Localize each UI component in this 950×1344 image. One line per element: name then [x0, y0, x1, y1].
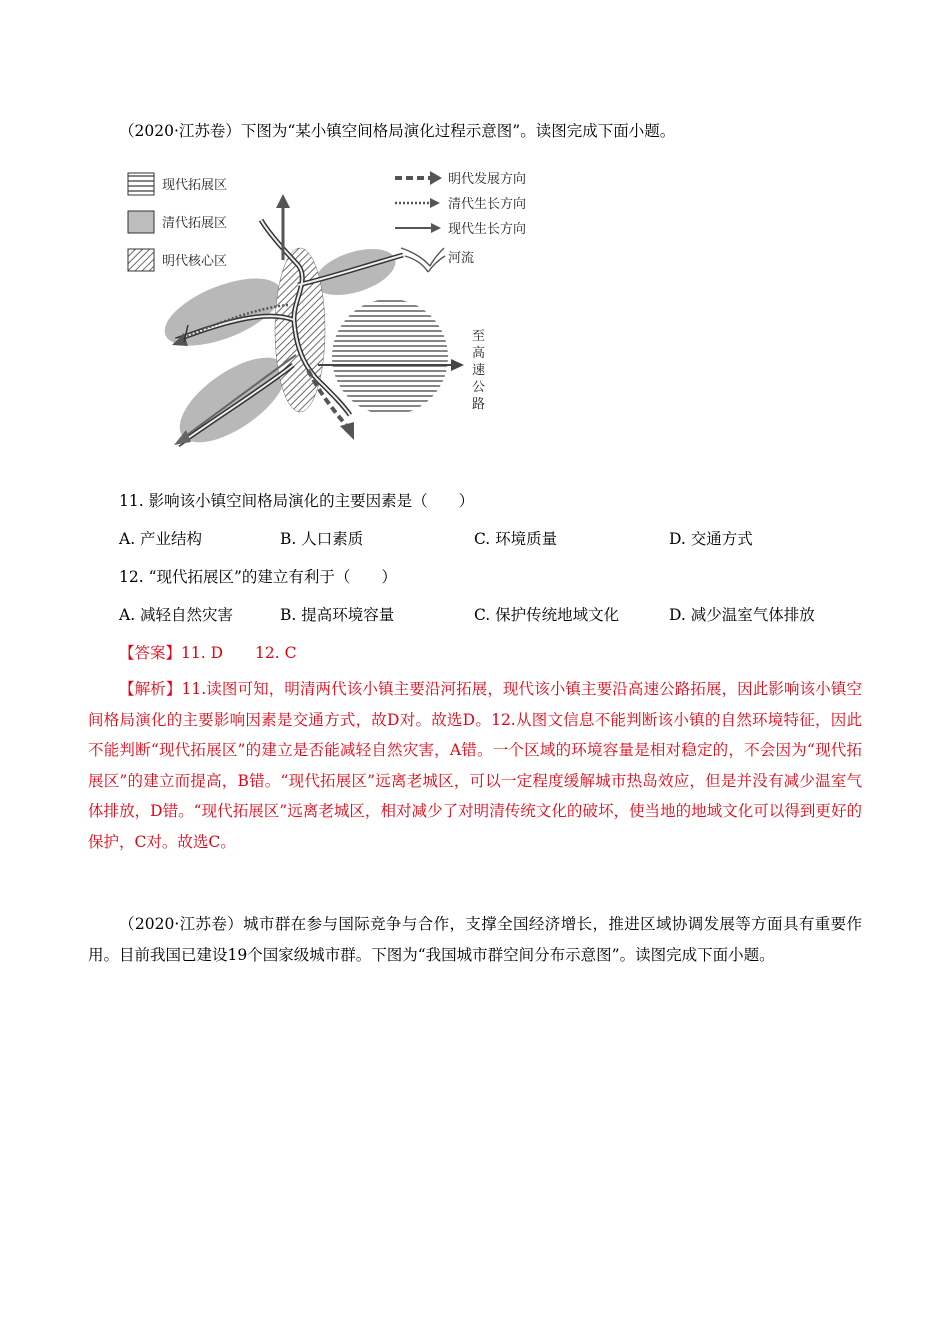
q12-option-a: A. 减轻自然灾害: [119, 606, 234, 624]
answer-12: 12. C: [255, 644, 297, 662]
legend-qing-label: 清代拓展区: [162, 216, 228, 231]
highway-char-3: 速: [472, 363, 486, 378]
town-evolution-diagram: [118, 160, 538, 460]
highway-char-1: 至: [472, 329, 486, 344]
q12-option-d: D. 减少温室气体排放: [669, 606, 815, 624]
q12-option-c: C. 保护传统地域文化: [474, 606, 620, 624]
q11-option-a: A. 产业结构: [119, 530, 203, 548]
legend-river-label: 河流: [448, 251, 475, 266]
legend-ming-label: 明代核心区: [162, 254, 228, 269]
highway-char-5: 路: [472, 397, 486, 412]
modern-expansion-zone: [332, 299, 448, 415]
legend-modern-swatch: [128, 173, 154, 195]
legend-qing-direction-label: 清代生长方向: [448, 197, 527, 212]
analysis-label: 【解析】: [119, 680, 182, 698]
legend-ming-direction-label: 明代发展方向: [448, 172, 527, 187]
legend-modern-label: 现代拓展区: [162, 178, 228, 193]
answer-label: 【答案】: [119, 644, 182, 662]
legend-modern-direction-label: 现代生长方向: [448, 222, 527, 237]
intro-text-2: （2020·江苏卷）城市群在参与国际竞争与合作，支撑全国经济增长，推进区域协调发展等方面具有重要作用。目前我国已建设19个国家级城市群。下图为“我国城市群空间分布示意图”。读图完成下面小题。: [88, 915, 862, 964]
q12-option-b: B. 提高环境容量: [280, 606, 395, 624]
highway-char-2: 高: [472, 346, 486, 361]
q11-option-b: B. 人口素质: [280, 530, 364, 548]
q11-option-d: D. 交通方式: [669, 530, 753, 548]
highway-char-4: 公: [472, 380, 486, 395]
legend-qing-swatch: [128, 211, 154, 233]
analysis-text: 11.读图可知，明清两代该小镇主要沿河拓展，现代该小镇主要沿高速公路拓展，因此影响该小镇空间格局演化的主要影响因素是交通方式，故D对。故选D。12.从图文信息不能判断该小镇的自然环境特征，因此不能判断“现代拓展区”的建立是否能减轻自然灾害，A错。一个区域的环境容量是相对稳定的，不会因为“现代拓展区”的建立而提高，B错。“现代拓展区”远离老城区，可以一定程度缓解城市热岛效应，但是并没有减少温室气体排放，D错。“现代拓展区”远离老城区，相对减少了对明清传统文化的破坏，使当地的地域文化可以得到更好的保护，C对。故选C。: [88, 680, 862, 851]
intro-text-1: （2020·江苏卷）下图为“某小镇空间格局演化过程示意图”。读图完成下面小题。: [119, 122, 676, 140]
q12-stem: 12. “现代拓展区”的建立有利于（ ）: [119, 568, 397, 586]
q11-option-c: C. 环境质量: [474, 530, 558, 548]
analysis-paragraph: [88, 674, 862, 857]
answer-line: [119, 643, 296, 663]
q11-stem: 11. 影响该小镇空间格局演化的主要因素是（ ）: [119, 492, 475, 510]
legend-ming-swatch: [128, 249, 154, 271]
answer-11: 11. D: [181, 644, 224, 662]
